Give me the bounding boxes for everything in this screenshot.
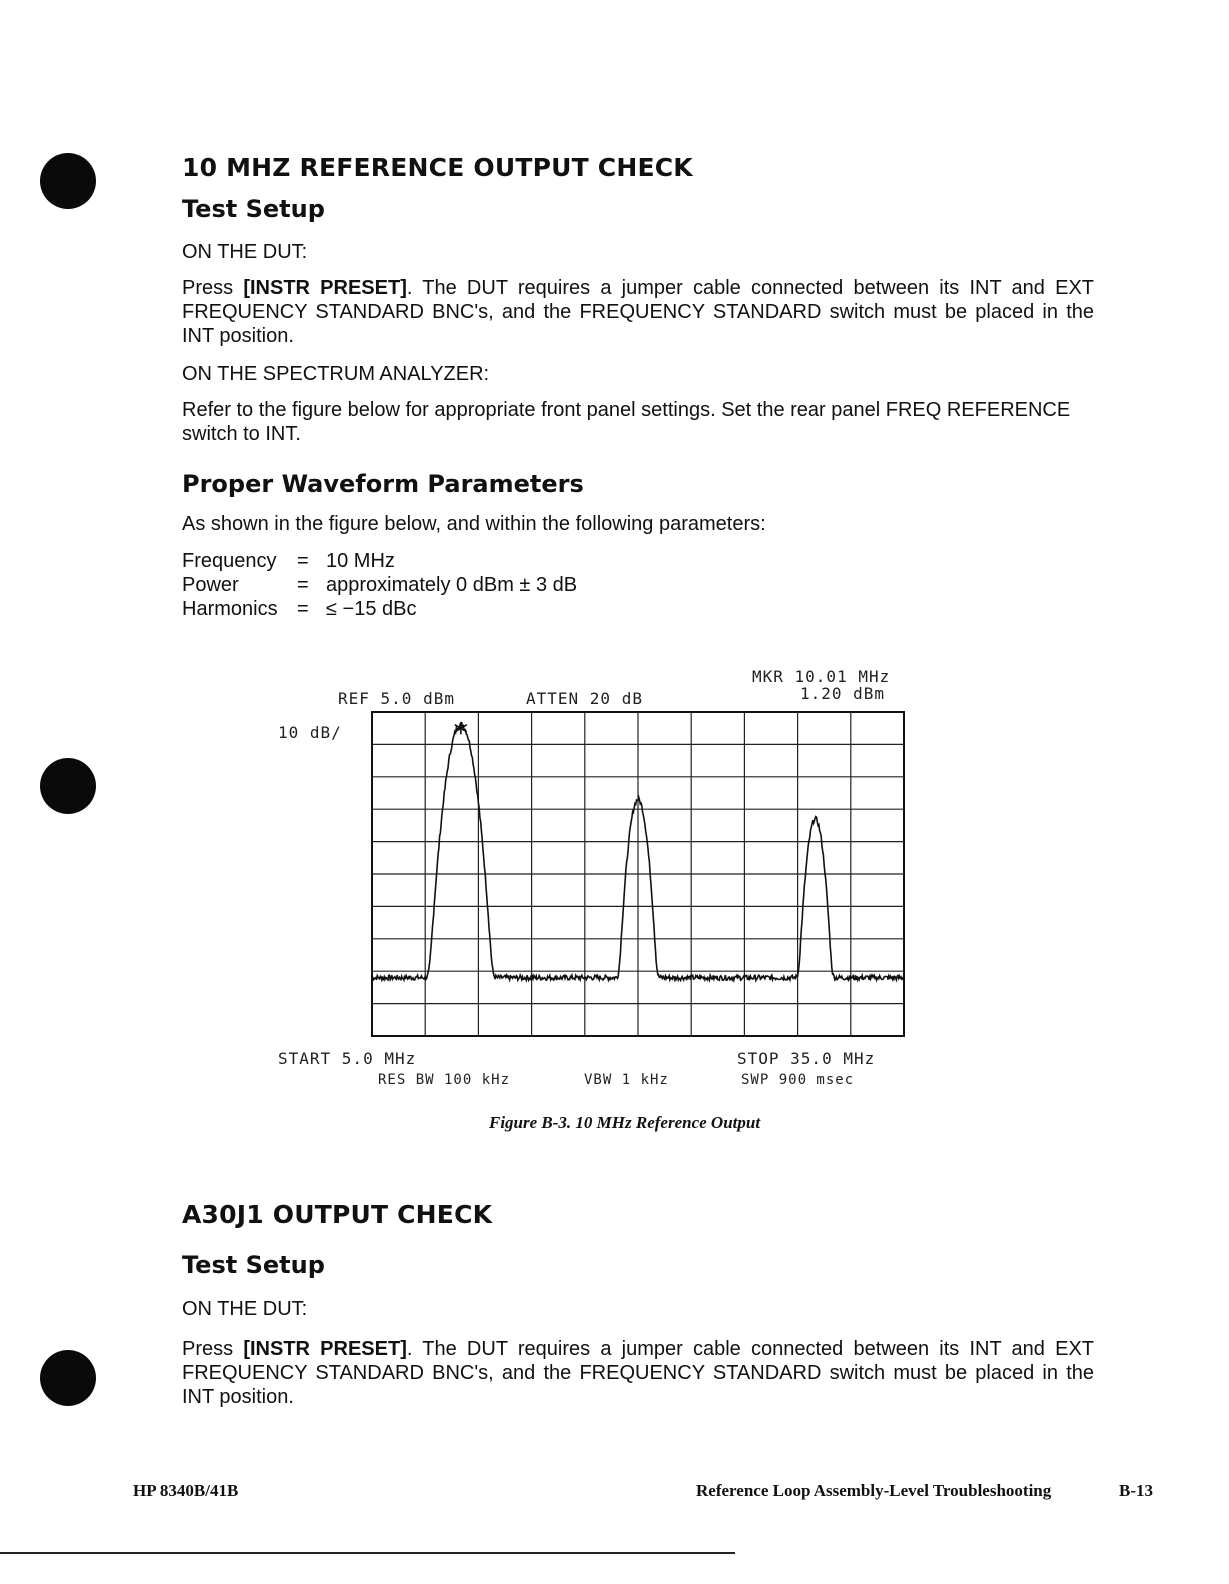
binder-hole-top <box>40 153 96 209</box>
graticule-grid <box>372 712 904 1036</box>
waveform-parameters-heading: Proper Waveform Parameters <box>182 470 584 498</box>
on-dut-label: ON THE DUT: <box>182 1298 308 1320</box>
page-number: B-13 <box>1119 1481 1153 1500</box>
test-setup-heading: Test Setup <box>182 195 325 223</box>
parameter-name: Frequency <box>182 550 277 572</box>
dut-instructions <box>182 276 1094 348</box>
binder-hole-middle <box>40 758 96 814</box>
spectrum-analyzer-instructions: Refer to the figure below for appropriate front panel settings. Set the rear panel FREQ REFERENCE switch to INT. <box>182 399 1071 445</box>
figure-caption: Figure B-3. 10 MHz Reference Output <box>489 1113 761 1132</box>
parameter-row <box>182 597 577 621</box>
parameter-name: Power <box>182 574 239 596</box>
dut-instructions-text: . The DUT requires a jumper cable connected between its INT and EXT FREQUENCY STANDARD BNC's, and the FREQUENCY STANDARD switch must be placed in the INT position. <box>182 1338 1094 1408</box>
bottom-rule <box>0 1552 735 1554</box>
spectrum-analyzer-plot <box>360 700 920 1050</box>
reference-level-label: REF 5.0 dBm <box>338 689 455 708</box>
section-title: A30J1 OUTPUT CHECK <box>182 1200 493 1229</box>
resolution-bandwidth-label: RES BW 100 kHz <box>378 1072 511 1088</box>
dut-instructions-text: . The DUT requires a jumper cable connected between its INT and EXT FREQUENCY STANDARD BNC's, and the FREQUENCY STANDARD switch must be placed in the INT position. <box>182 277 1094 347</box>
parameter-equals: = <box>297 598 309 620</box>
section-title: 10 MHZ REFERENCE OUTPUT CHECK <box>182 153 693 182</box>
footer-section-title: Reference Loop Assembly-Level Troubleshooting <box>696 1481 1052 1500</box>
parameter-equals: = <box>297 574 309 596</box>
press-word: Press <box>182 1338 244 1360</box>
marker-level-readout: 1.20 dBm <box>800 684 886 703</box>
dut-instructions <box>182 1337 1094 1409</box>
video-bandwidth-label: VBW 1 kHz <box>584 1072 669 1088</box>
sweep-time-label: SWP 900 msec <box>741 1072 855 1088</box>
instr-preset-key: [INSTR PRESET] <box>243 277 407 299</box>
parameter-value: approximately 0 dBm ± 3 dB <box>326 574 578 596</box>
attenuation-label: ATTEN 20 dB <box>526 689 643 708</box>
stop-frequency-label: STOP 35.0 MHz <box>737 1049 876 1068</box>
start-frequency-label: START 5.0 MHz <box>278 1049 417 1068</box>
parameter-value: ≤ −15 dBc <box>326 598 417 620</box>
instr-preset-key: [INSTR PRESET] <box>243 1338 407 1360</box>
marker-frequency-readout: MKR 10.01 MHz <box>752 667 891 686</box>
parameter-name: Harmonics <box>182 598 278 620</box>
binder-hole-bottom <box>40 1350 96 1406</box>
on-spectrum-analyzer-label: ON THE SPECTRUM ANALYZER: <box>182 363 490 385</box>
test-setup-heading: Test Setup <box>182 1251 325 1279</box>
footer-model: HP 8340B/41B <box>133 1481 239 1500</box>
press-word: Press <box>182 277 244 299</box>
parameter-equals: = <box>297 550 309 572</box>
parameter-row <box>182 573 577 597</box>
parameter-value: 10 MHz <box>326 550 395 572</box>
waveform-parameter-table <box>182 549 577 621</box>
on-dut-label: ON THE DUT: <box>182 241 308 263</box>
waveform-intro: As shown in the figure below, and within the following parameters: <box>182 513 766 535</box>
parameter-row <box>182 549 577 573</box>
scale-label: 10 dB/ <box>278 723 342 742</box>
